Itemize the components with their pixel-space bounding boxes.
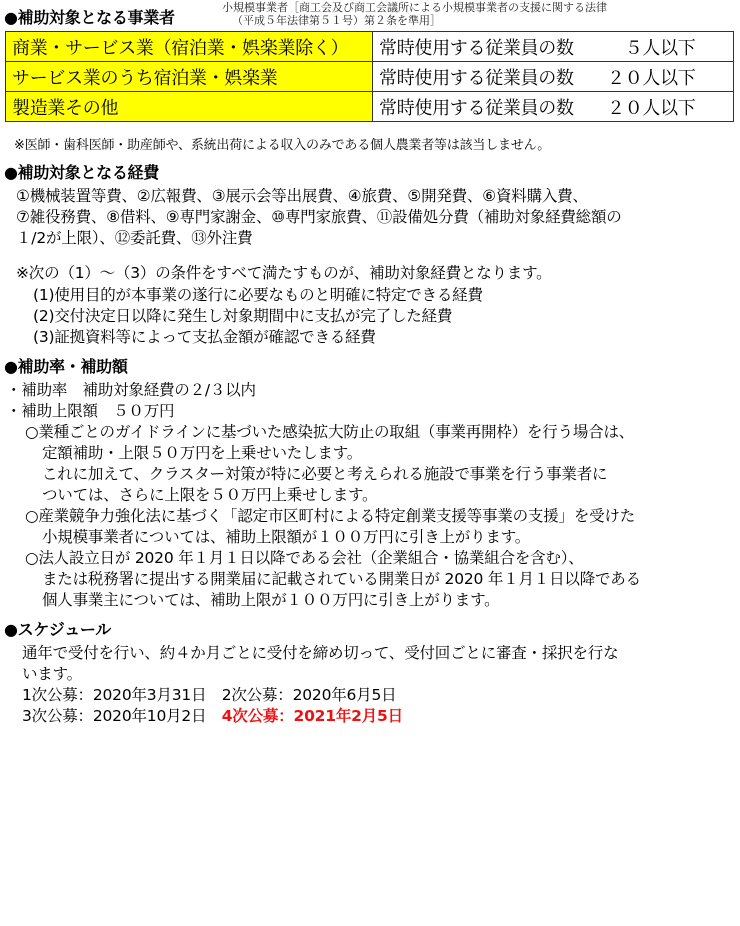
- subsidy-point: ついては、さらに上限を５０万円上乗せします。: [42, 486, 378, 504]
- subsidy-point: 定額補助・上限５０万円を上乗せいたします。: [42, 444, 363, 462]
- expense-condition: (2)交付決定日以降に発生し対象期間中に支払が完了した経費: [33, 307, 453, 325]
- condition-cell: [373, 32, 734, 62]
- schedule-round-1: 1次公募：2020年3月31日: [22, 686, 207, 704]
- employee-limit: ２０人以下: [607, 97, 696, 119]
- expense-items-line: ①機械装置等費、②広報費、③展示会等出展費、④旅費、⑤開発費、⑥資料購入費、: [16, 187, 588, 205]
- table-row: [6, 62, 734, 92]
- eligible-business-heading: ●補助対象となる事業者: [4, 8, 175, 27]
- schedule-round-2: 2次公募：2020年6月5日: [221, 686, 397, 704]
- expense-condition: (3)証拠資料等によって支払金額が確認できる経費: [33, 328, 376, 346]
- subsidy-point: ○業種ごとのガイドラインに基づいた感染拡大防止の取組（事業再開枠）を行う場合は、: [25, 423, 635, 441]
- subsidy-point: 小規模事業者については、補助上限額が１００万円に引き上がります。: [42, 528, 531, 546]
- industry-cell: 製造業その他: [6, 92, 373, 122]
- eligible-business-note-1: 小規模事業者［商工会及び商工会議所による小規模事業者の支援に関する法律: [222, 1, 607, 14]
- schedule-heading: ●スケジュール: [4, 620, 111, 639]
- schedule-description: 通年で受付を行い、約４か月ごとに受付を締め切って、受付回ごとに審査・採択を行な: [22, 644, 619, 662]
- expense-items-line: ⑦雑役務費、⑧借料、⑨専門家謝金、⑩専門家旅費、⑪設備処分費（補助対象経費総額の: [16, 208, 622, 226]
- condition-cell: [373, 92, 734, 122]
- table-row: [6, 92, 734, 122]
- condition-label: 常時使用する従業員の数: [379, 37, 574, 59]
- subsidy-rate-heading: ●補助率・補助額: [4, 357, 128, 376]
- table-row: [6, 32, 734, 62]
- schedule-row: [22, 704, 403, 726]
- subsidy-point: ○法人設立日が 2020 年１月１日以降である会社（企業組合・協業組合を含む）、: [25, 549, 584, 567]
- schedule-description: います。: [22, 665, 82, 683]
- eligible-business-table: [5, 31, 734, 122]
- expense-conditions-intro: ※次の（1）～（3）の条件をすべて満たすものが、補助対象経費となります。: [16, 264, 552, 282]
- schedule-round-4: 4次公募：2021年2月5日: [221, 707, 403, 725]
- eligible-business-note-2: （平成５年法律第５１号）第２条を準用］: [232, 14, 441, 27]
- condition-label: 常時使用する従業員の数: [379, 97, 574, 119]
- employee-limit: ５人以下: [607, 37, 696, 59]
- condition-cell: [373, 62, 734, 92]
- subsidy-point: 個人事業主については、補助上限が１００万円に引き上がります。: [42, 591, 500, 609]
- expense-condition: (1)使用目的が本事業の遂行に必要なものと明確に特定できる経費: [33, 286, 483, 304]
- schedule-round-3: 3次公募：2020年10月2日: [22, 707, 207, 725]
- subsidy-rate: ・補助率 補助対象経費の２/３以内: [6, 381, 256, 399]
- eligible-expenses-heading: ●補助対象となる経費: [4, 163, 159, 182]
- subsidy-point: または税務署に提出する開業届に記載されている開業日が 2020 年１月１日以降である: [42, 570, 641, 588]
- industry-cell: 商業・サービス業（宿泊業・娯楽業除く）: [6, 32, 373, 62]
- subsidy-point: ○産業競争力強化法に基づく「認定市区町村による特定創業支援等事業の支援」を受けた: [25, 507, 636, 525]
- condition-label: 常時使用する従業員の数: [379, 67, 574, 89]
- subsidy-limit: ・補助上限額 ５０万円: [6, 402, 175, 420]
- schedule-row: [22, 683, 396, 705]
- subsidy-point: これに加えて、クラスター対策が特に必要と考えられる施設で事業を行う事業者に: [42, 465, 608, 483]
- employee-limit: ２０人以下: [607, 67, 696, 89]
- industry-cell: サービス業のうち宿泊業・娯楽業: [6, 62, 373, 92]
- expense-items-line: １/2が上限）、⑫委託費、⑬外注費: [16, 229, 253, 247]
- eligible-business-footnote: ※医師・歯科医師・助産師や、系統出荷による収入のみである個人農業者等は該当しません。: [14, 138, 551, 153]
